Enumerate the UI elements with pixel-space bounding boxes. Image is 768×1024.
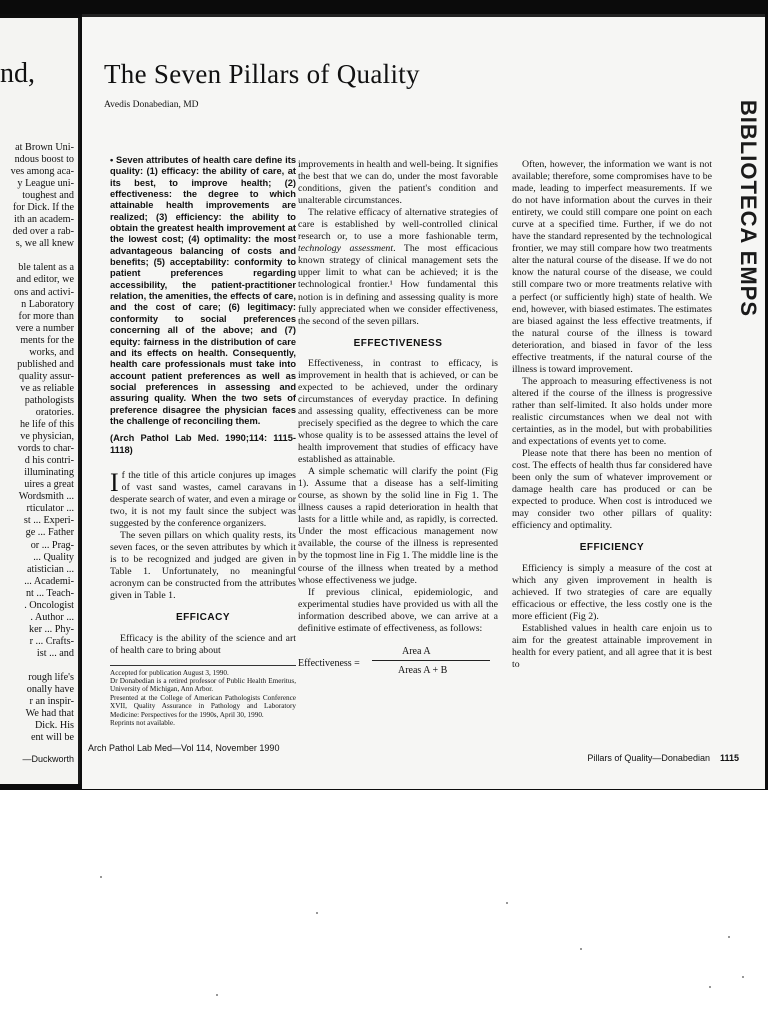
scan-speck: [316, 912, 318, 914]
left-page-line: n Laboratory: [21, 298, 74, 310]
scan-speck: [728, 936, 730, 938]
scan-speck: [506, 902, 508, 904]
left-page-line: published and: [17, 358, 74, 370]
column-2: [298, 159, 498, 681]
adjacent-left-page: [0, 18, 80, 784]
left-page-line: ... Academi-: [24, 575, 74, 587]
effectiveness-equation: [298, 643, 498, 681]
column-3: [512, 159, 712, 671]
running-footer: [587, 753, 739, 763]
footnote: Accepted for publication August 3, 1990.: [110, 668, 229, 677]
left-page-line: rticulator ...: [26, 503, 74, 515]
paragraph: The relative efficacy of alternative strategies of care is established by well-controlled clinical research or, to use a more fashionable term, technology assessment. The most efficacious known strategy of clinical management sets the upper limit to what can be achieved; it is the technological frontier.¹ How fundamental this notion is in defining and assessing quality is more fully appreciated when we consider effectiveness, the second of the seven pillars.: [298, 207, 498, 327]
left-page-line: Wordsmith ...: [18, 491, 74, 503]
left-page-line: and editor, we: [16, 274, 74, 286]
left-page-line: uires a great: [24, 479, 74, 491]
left-page-footer: —Duckworth: [22, 754, 74, 764]
scan-speck: [742, 976, 744, 978]
left-page-line: . Author ...: [30, 611, 74, 623]
equation-lhs: Effectiveness =: [298, 657, 360, 669]
italic-term: technology assessment: [298, 243, 394, 255]
footnote: Dr Donabedian is a retired professor of Public Health Emeritus, University of Michigan, Ann Arbor.: [110, 677, 296, 694]
left-page-line: ge ... Father: [25, 527, 74, 539]
equation-denominator: Areas A + B: [398, 664, 448, 676]
scan-speck: [580, 948, 582, 950]
paragraph: Efficacy is the ability of the science and art of health care to bring about: [110, 632, 296, 656]
left-page-line: works, and: [29, 346, 74, 358]
left-page-line: ble talent as a: [18, 262, 74, 274]
article-page: [82, 14, 765, 789]
blank-scan-area: [0, 790, 768, 1024]
intro-text: f the title of this article conjures up images of vast sand wastes, camel caravans in desperate search of water, and even a mirage or two, it is not my fault since the subject was suggested by the conference organizers.: [110, 469, 296, 530]
left-page-line: nt ... Teach-: [25, 587, 74, 599]
scan-speck: [216, 994, 218, 996]
left-page-line: for more than: [18, 310, 74, 322]
footnote: Presented at the College of American Pathologists Conference XVII, Quality Assurance in Pathology and Laboratory Medicine: Perspectives for the 1990s, April 30, 1990.: [110, 693, 296, 719]
fraction-bar: [372, 660, 490, 661]
left-page-line: ith an academ-: [14, 214, 74, 226]
left-page-line: ve as reliable: [20, 382, 74, 394]
left-page-line: vere a number: [15, 322, 74, 334]
left-page-line: Dick. His: [34, 720, 74, 732]
left-page-line: onally have: [26, 684, 74, 696]
left-page-line: for Dick. If the: [12, 202, 74, 214]
line-gap: [0, 660, 74, 672]
left-page-line: ve physician,: [20, 431, 74, 443]
paragraph: Efficiency is simply a measure of the cost at which any given improvement in health is achieved. If two strategies of care are equally efficacious or effective, the less costly one is the more efficient (Fig 2).: [512, 562, 712, 622]
left-page-line: toughest and: [22, 190, 74, 202]
left-page-line: ded over a rab-: [12, 226, 74, 238]
page-number: 1115: [719, 753, 739, 763]
left-page-line: rough life's: [28, 671, 74, 683]
left-page-line: oratories.: [35, 406, 74, 418]
left-page-line: atistician ...: [27, 563, 74, 575]
scan-speck: [709, 986, 711, 988]
scan-speck: [100, 876, 102, 878]
left-page-line: or ... Prag-: [30, 539, 74, 551]
left-page-heading: nd,: [0, 58, 35, 89]
left-page-line: r an inspir-: [29, 696, 74, 708]
footnotes: [110, 665, 296, 728]
abstract: • Seven attributes of health care define its quality: (1) efficacy: the ability of care, at its best, to improve health; (2) effectiveness: the degree to which attainable health improvements are realized; (3) efficiency: the ability to obtain the greatest health improvement at the lowest cost; (4) optimality: the most advantageous balancing of costs and benefits; (5) acceptability: conformity to patient preferences regarding accessibility, the patient-practitioner relation, the amenities, the effects of care, and the cost of care; (6) legitimacy: conformity to social preferences concerning all of the above; and (7) equity: fairness in the distribution of care and its effects on health. Consequently, health care professionals must take into account patient preferences as well as social preferences in assessing and assuring quality. When the two sets of preference disagree the physician faces the challenge of reconciling them.: [110, 155, 296, 426]
paragraph: The seven pillars on which quality rests, its seven faces, or the seven attributes by which it is to be recognized and judged are given in Table 1. Unfortunately, no meaningful acronym can be constructed from the attributes given in Table 1.: [110, 530, 296, 602]
left-page-line: he life of this: [19, 419, 74, 431]
left-page-line: quality assur-: [19, 370, 74, 382]
paragraph: Established values in health care enjoin us to aim for the greatest attainable improvement in health for every patient, and all agree that it is best to: [512, 622, 712, 670]
left-page-line: ist ... and: [36, 647, 74, 659]
article-author: Avedis Donabedian, MD: [104, 100, 199, 110]
left-page-line: ... Quality: [33, 551, 74, 563]
left-page-line: ments for the: [20, 334, 74, 346]
column-1: [110, 155, 296, 727]
left-page-line: st ... Experi-: [23, 515, 74, 527]
left-page-line: r ... Crafts-: [29, 635, 74, 647]
left-page-line: s, we all knew: [15, 238, 74, 250]
heading-effectiveness: EFFECTIVENESS: [353, 337, 443, 349]
running-title: Pillars of Quality—Donabedian: [587, 753, 710, 763]
left-page-line: We had that: [25, 708, 74, 720]
left-page-line: ent will be: [30, 732, 74, 744]
paragraph: The approach to measuring effectiveness is not altered if the course of the illness is progressive rather than self-limited. It also holds under more realistic circumstances when we deal not with certainties, as in the model, but with probabilities and expectations of events yet to come.: [512, 375, 712, 448]
left-page-line: illuminating: [24, 467, 74, 479]
library-stamp: BIBLIOTECA EMPS: [736, 99, 761, 317]
paragraph: Effectiveness, in contrast to efficacy, is improvement in health that is achieved, or can be expected to be achieved, under the ordinary circumstances of everyday practice. In defining and assessing quality, effectiveness can be more precisely specified as the degree to which the care whose quality is to be assessed attains the level of health improvement that studies of efficacy have established as attainable.: [298, 357, 498, 466]
equation-numerator: Area A: [402, 645, 431, 657]
intro-paragraph: [110, 467, 296, 530]
left-page-line: ndous boost to: [14, 154, 74, 166]
footnote: Reprints not available.: [110, 719, 175, 728]
article-title: The Seven Pillars of Quality: [104, 59, 420, 89]
left-page-line: at Brown Uni-: [15, 142, 74, 153]
paragraph: A simple schematic will clarify the point (Fig 1). Assume that a disease has a self-limiting course, as shown by the solid line in Fig 1. The illness causes a rapid deterioration in health that lasts for a little while and, as rapidly, is corrected. Under the most efficacious management now available, the course of the illness is represented by the topmost line in Fig 1. The middle line is the course of the illness when treated by a method whose effectiveness we judge.: [298, 466, 498, 586]
abstract-citation: (Arch Pathol Lab Med. 1990;114: 1115-1118): [110, 433, 296, 455]
left-page-line: d his contri-: [24, 455, 74, 467]
left-page-line: vords to char-: [17, 443, 74, 455]
paragraph: improvements in health and well-being. It signifies the best that we can do, under the most favorable conditions, given the patient's condition and unalterable circumstances.: [298, 159, 498, 207]
paragraph: Please note that there has been no mention of cost. The effects of health thus far considered have been only the sum of whatever improvement or damage health care has produced or can be expected to produce. When cost is introduced we may consider two other pillars of quality: efficiency and optimality.: [512, 448, 712, 532]
left-page-line: . Oncologist: [24, 599, 74, 611]
left-page-line: ons and activi-: [14, 286, 74, 298]
left-page-line: ker ... Phy-: [29, 623, 74, 635]
left-page-line: ves among aca-: [10, 166, 74, 178]
left-page-text: [0, 142, 74, 744]
paragraph: Often, however, the information we want is not available; therefore, some compromises have to be made, leading to imperfect measurements. If we do not have information about the curves in their entirety, we could still compare one point on each curve at a specified time. Further, if we do not have the standard represented by the technological frontier, we may still compare how two treatments alter the natural course of the disease. If we do not know the natural course of the disease, we could still compare two or more treatments relative with a perfect (or sufficiently high) state of health. We end, however, with biased estimates. The estimates are biased against the less effective treatments, if the natural course of the illness is toward deterioration, and biased in favor of the less effective treatments, if the natural course of the illness is toward improvement.: [512, 159, 712, 375]
left-page-line: y League uni-: [17, 178, 74, 190]
heading-efficiency: EFFICIENCY: [579, 542, 645, 554]
top-black-edge: [0, 0, 768, 14]
line-gap: [0, 250, 74, 262]
drop-cap: I: [110, 467, 119, 497]
left-page-line: pathologists: [24, 394, 74, 406]
heading-efficacy: EFFICACY: [176, 612, 230, 624]
journal-footer: Arch Pathol Lab Med—Vol 114, November 1990: [88, 743, 280, 753]
paragraph: If previous clinical, epidemiologic, and experimental studies have provided us with all the information described above, we can arrive at a definitive estimate of effectiveness, as follows:: [298, 586, 498, 634]
